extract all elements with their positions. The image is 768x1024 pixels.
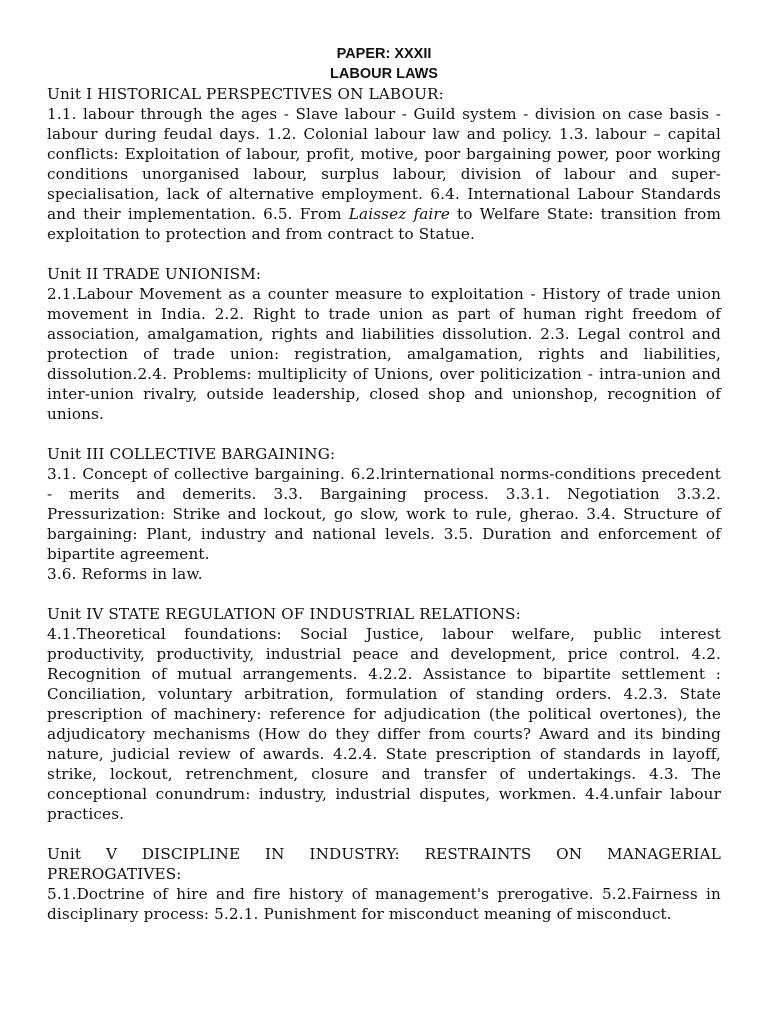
unit-1 xyxy=(47,84,721,244)
unit-body-extra: 3.6. Reforms in law. xyxy=(47,565,203,583)
paper-title: PAPER: XXXII xyxy=(336,46,432,62)
unit-body-text-cont: to Welfare State: transition from exploitation to protection and from contract to Statue. xyxy=(47,205,722,243)
unit-title: Unit II TRADE UNIONISM: xyxy=(47,265,262,283)
unit-body: 3.1. Concept of collective bargaining. 6.2.lrinternational norms-conditions precedent - merits and demerits. 3.3. Bargaining process. 3.3.1. Negotiation 3.3.2. Pressurization: Strike and lockout, go slow, work to rule, gherao. 3.4. Structure of bargaining: Plant, industry and national levels. 3.5. Duration and enforcement of bipartite agreement. xyxy=(47,465,721,563)
unit-title: Unit IV STATE REGULATION OF INDUSTRIAL RELATIONS: xyxy=(47,605,521,623)
unit-body xyxy=(47,104,721,244)
unit-body: 2.1.Labour Movement as a counter measure to exploitation - History of trade union movement in India. 2.2. Right to trade union as part of human right freedom of association, amalgamation, rights and liabilities dissolution. 2.3. Legal control and protection of trade union: registration, amalgamation, rights and liabilities, dissolution.2.4. Problems: multiplicity of Unions, over politicization - intra-union and inter-union rivalry, outside leadership, closed shop and unionshop, recognition of unions. xyxy=(47,285,721,423)
unit-title: Unit I HISTORICAL PERSPECTIVES ON LABOUR: xyxy=(47,85,444,103)
unit-body: 5.1.Doctrine of hire and fire history of management's prerogative. 5.2.Fairness in disciplinary process: 5.2.1. Punishment for misconduct meaning of misconduct. xyxy=(47,885,721,923)
unit-title: Unit V DISCIPLINE IN INDUSTRY: RESTRAINTS ON MANAGERIAL PREROGATIVES: xyxy=(47,845,721,883)
paper-subtitle: LABOUR LAWS xyxy=(330,66,438,82)
unit-5 xyxy=(47,844,721,924)
unit-body: 4.1.Theoretical foundations: Social Justice, labour welfare, public interest productivity, productivity, industrial peace and development, price control. 4.2. Recognition of mutual arrangements. 4.2.2. Assistance to bipartite settlement : Conciliation, voluntary arbitration, formulation of standing orders. 4.2.3. State prescription of machinery: reference for adjudication (the political overtones), the adjudicatory mechanisms (How do they differ from courts? Award and its binding nature, judicial review of awards. 4.2.4. State prescription of standards in layoff, strike, lockout, retrenchment, closure and transfer of undertakings. 4.3. The conceptional conundrum: industry, industrial disputes, workmen. 4.4.unfair labour practices. xyxy=(47,625,721,823)
unit-3 xyxy=(47,444,721,584)
unit-body-text: 1.1. labour through the ages - Slave labour - Guild system - division on case basis - labour during feudal days. 1.2. Colonial labour law and policy. 1.3. labour – capital conflicts: Exploitation of labour, profit, motive, poor bargaining power, poor working conditions unorganised labour, surplus labour, division of labour and super-specialisation, lack of alternative employment. 6.4. International Labour Standards and their implementation. 6.5. From xyxy=(47,105,721,223)
unit-2 xyxy=(47,264,721,424)
document-page xyxy=(47,44,721,944)
unit-title: Unit III COLLECTIVE BARGAINING: xyxy=(47,445,336,463)
unit-body-italic: Laissez faire xyxy=(348,205,450,223)
unit-4 xyxy=(47,604,721,824)
